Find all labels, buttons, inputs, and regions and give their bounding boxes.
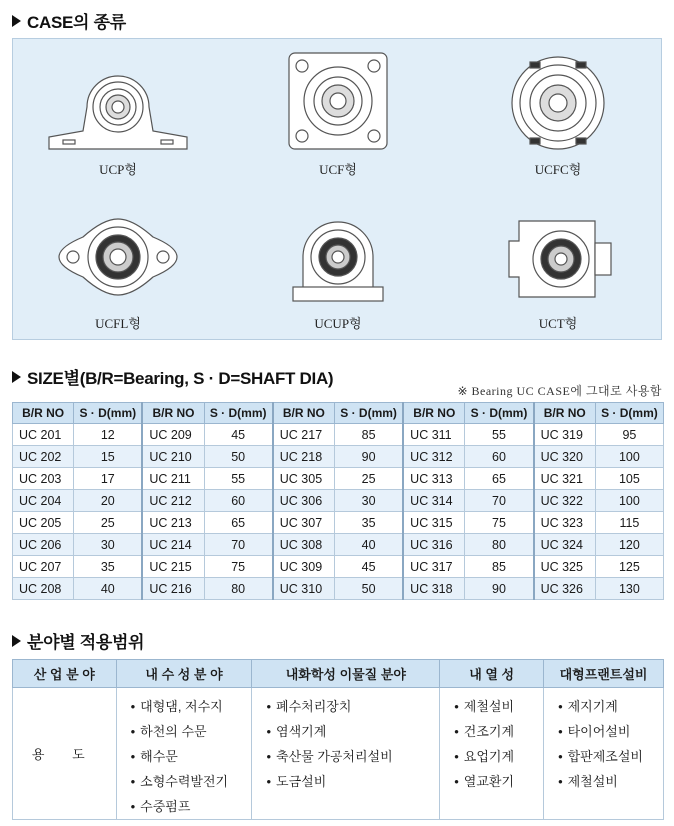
br-no-cell: UC 207 xyxy=(13,556,74,578)
br-no-cell: UC 202 xyxy=(13,446,74,468)
sd-cell: 25 xyxy=(335,468,404,490)
br-no-cell: UC 320 xyxy=(534,446,596,468)
br-no-cell: UC 216 xyxy=(142,578,204,600)
sd-cell: 80 xyxy=(204,578,273,600)
sd-cell: 100 xyxy=(595,446,663,468)
header-sd: S · D(mm) xyxy=(465,403,534,424)
case-item-ucfc xyxy=(483,53,633,178)
header-industry: 산 업 분 야 xyxy=(13,660,117,688)
table-row xyxy=(13,578,664,600)
triangle-bullet-icon xyxy=(12,635,21,647)
br-no-cell: UC 308 xyxy=(273,534,335,556)
sd-cell: 25 xyxy=(74,512,143,534)
table-row xyxy=(13,424,664,446)
triangle-bullet-icon xyxy=(12,15,21,27)
table-row xyxy=(13,468,664,490)
br-no-cell: UC 205 xyxy=(13,512,74,534)
br-no-cell: UC 324 xyxy=(534,534,596,556)
list-item: • 요업기계 xyxy=(454,744,543,769)
sd-cell: 55 xyxy=(204,468,273,490)
br-no-cell: UC 215 xyxy=(142,556,204,578)
size-section-title: SIZE별(B/R=Bearing, S · D=SHAFT DIA) xyxy=(12,364,333,389)
br-no-cell: UC 315 xyxy=(403,512,465,534)
case-label-ucf: UCF형 xyxy=(319,162,357,177)
br-no-cell: UC 213 xyxy=(142,512,204,534)
sd-cell: 70 xyxy=(204,534,273,556)
br-no-cell: UC 217 xyxy=(273,424,335,446)
table-row xyxy=(13,534,664,556)
table-row xyxy=(13,446,664,468)
square-flange-icon xyxy=(263,49,413,153)
br-no-cell: UC 316 xyxy=(403,534,465,556)
br-no-cell: UC 201 xyxy=(13,424,74,446)
sd-cell: 65 xyxy=(204,512,273,534)
sd-cell: 95 xyxy=(595,424,663,446)
br-no-cell: UC 313 xyxy=(403,468,465,490)
list-item: • 제철설비 xyxy=(558,769,663,794)
sd-cell: 55 xyxy=(465,424,534,446)
br-no-cell: UC 319 xyxy=(534,424,596,446)
sd-cell: 60 xyxy=(204,490,273,512)
header-br-no: B/R NO xyxy=(273,403,335,424)
header-water: 내 수 성 분 야 xyxy=(116,660,252,688)
list-item: • 열교환기 xyxy=(454,769,543,794)
field-table xyxy=(12,659,664,820)
list-item: • 축산물 가공처리설비 xyxy=(266,744,439,769)
br-no-cell: UC 307 xyxy=(273,512,335,534)
sd-cell: 85 xyxy=(465,556,534,578)
triangle-bullet-icon xyxy=(12,371,21,383)
sd-cell: 40 xyxy=(74,578,143,600)
usage-note: ※ Bearing UC CASE에 그대로 사용함 xyxy=(457,384,662,398)
case-label-uct: UCT형 xyxy=(538,316,578,331)
sd-cell: 50 xyxy=(204,446,273,468)
case-label-ucfl: UCFL형 xyxy=(95,316,141,331)
header-br-no: B/R NO xyxy=(142,403,204,424)
list-item: • 수중펌프 xyxy=(131,794,252,819)
header-sd: S · D(mm) xyxy=(74,403,143,424)
sd-cell: 15 xyxy=(74,446,143,468)
sd-cell: 30 xyxy=(335,490,404,512)
br-no-cell: UC 306 xyxy=(273,490,335,512)
sd-cell: 35 xyxy=(335,512,404,534)
sd-cell: 75 xyxy=(204,556,273,578)
br-no-cell: UC 317 xyxy=(403,556,465,578)
case-label-ucfc: UCFC형 xyxy=(534,162,582,177)
sd-cell: 115 xyxy=(595,512,663,534)
round-flange-icon xyxy=(483,53,633,153)
table-row xyxy=(13,556,664,578)
br-no-cell: UC 209 xyxy=(142,424,204,446)
sd-cell: 45 xyxy=(335,556,404,578)
br-no-cell: UC 310 xyxy=(273,578,335,600)
sd-cell: 17 xyxy=(74,468,143,490)
sd-cell: 35 xyxy=(74,556,143,578)
br-no-cell: UC 206 xyxy=(13,534,74,556)
case-item-ucfl xyxy=(43,207,193,332)
case-types-panel xyxy=(12,38,662,340)
header-br-no: B/R NO xyxy=(13,403,74,424)
field-col-heat xyxy=(440,688,544,820)
sd-cell: 65 xyxy=(465,468,534,490)
br-no-cell: UC 325 xyxy=(534,556,596,578)
br-no-cell: UC 309 xyxy=(273,556,335,578)
list-item: • 제지기계 xyxy=(558,694,663,719)
size-table-header xyxy=(13,403,664,424)
br-no-cell: UC 214 xyxy=(142,534,204,556)
header-br-no: B/R NO xyxy=(534,403,596,424)
sd-cell: 70 xyxy=(465,490,534,512)
sd-cell: 125 xyxy=(595,556,663,578)
list-item: • 도금설비 xyxy=(266,769,439,794)
list-item: • 대형댐, 저수지 xyxy=(131,694,252,719)
field-col-chemical xyxy=(252,688,440,820)
field-table-header xyxy=(13,660,664,688)
sd-cell: 105 xyxy=(595,468,663,490)
case-section-title: CASE의 종류 xyxy=(12,8,126,33)
br-no-cell: UC 208 xyxy=(13,578,74,600)
size-table xyxy=(12,402,664,600)
sd-cell: 85 xyxy=(335,424,404,446)
sd-cell: 40 xyxy=(335,534,404,556)
list-item: • 합판제조설비 xyxy=(558,744,663,769)
list-item: • 소형수력발전기 xyxy=(131,769,252,794)
sd-cell: 60 xyxy=(465,446,534,468)
list-item: • 하천의 수문 xyxy=(131,719,252,744)
case-item-uct xyxy=(483,211,633,332)
sd-cell: 120 xyxy=(595,534,663,556)
br-no-cell: UC 312 xyxy=(403,446,465,468)
sd-cell: 100 xyxy=(595,490,663,512)
br-no-cell: UC 318 xyxy=(403,578,465,600)
sd-cell: 130 xyxy=(595,578,663,600)
table-row xyxy=(13,512,664,534)
br-no-cell: UC 210 xyxy=(142,446,204,468)
field-col-plant xyxy=(544,688,664,820)
header-sd: S · D(mm) xyxy=(335,403,404,424)
br-no-cell: UC 322 xyxy=(534,490,596,512)
field-section-title: 분야별 적용범위 xyxy=(12,628,144,653)
list-item: • 해수문 xyxy=(131,744,252,769)
case-label-ucp: UCP형 xyxy=(99,162,137,177)
sd-cell: 90 xyxy=(335,446,404,468)
sd-cell: 30 xyxy=(74,534,143,556)
header-heat: 내 열 성 xyxy=(440,660,544,688)
sd-cell: 80 xyxy=(465,534,534,556)
list-item: • 타이어설비 xyxy=(558,719,663,744)
sd-cell: 50 xyxy=(335,578,404,600)
sd-cell: 20 xyxy=(74,490,143,512)
header-br-no: B/R NO xyxy=(403,403,465,424)
header-sd: S · D(mm) xyxy=(595,403,663,424)
br-no-cell: UC 211 xyxy=(142,468,204,490)
pillow-block-icon xyxy=(43,61,193,153)
sd-cell: 12 xyxy=(74,424,143,446)
case-label-ucup: UCUP형 xyxy=(314,316,362,331)
br-no-cell: UC 204 xyxy=(13,490,74,512)
br-no-cell: UC 311 xyxy=(403,424,465,446)
sd-cell: 45 xyxy=(204,424,273,446)
list-item: • 폐수처리장치 xyxy=(266,694,439,719)
header-chemical: 내화학성 이물질 분야 xyxy=(252,660,440,688)
br-no-cell: UC 323 xyxy=(534,512,596,534)
sd-cell: 75 xyxy=(465,512,534,534)
case-item-ucp xyxy=(43,61,193,178)
header-sd: S · D(mm) xyxy=(204,403,273,424)
br-no-cell: UC 314 xyxy=(403,490,465,512)
br-no-cell: UC 321 xyxy=(534,468,596,490)
list-item: • 제철설비 xyxy=(454,694,543,719)
list-item: • 염색기계 xyxy=(266,719,439,744)
usage-category: 용 도 xyxy=(13,688,117,820)
br-no-cell: UC 305 xyxy=(273,468,335,490)
br-no-cell: UC 203 xyxy=(13,468,74,490)
br-no-cell: UC 218 xyxy=(273,446,335,468)
field-col-water xyxy=(116,688,252,820)
table-row xyxy=(13,490,664,512)
br-no-cell: UC 212 xyxy=(142,490,204,512)
tapped-base-icon xyxy=(263,211,413,307)
oval-flange-icon xyxy=(43,207,193,307)
br-no-cell: UC 326 xyxy=(534,578,596,600)
sd-cell: 90 xyxy=(465,578,534,600)
list-item: • 건조기계 xyxy=(454,719,543,744)
case-item-ucf xyxy=(263,49,413,178)
field-usage-row xyxy=(13,688,664,820)
take-up-icon xyxy=(483,211,633,307)
case-item-ucup xyxy=(263,211,413,332)
header-plant: 대형프랜트설비 xyxy=(544,660,664,688)
